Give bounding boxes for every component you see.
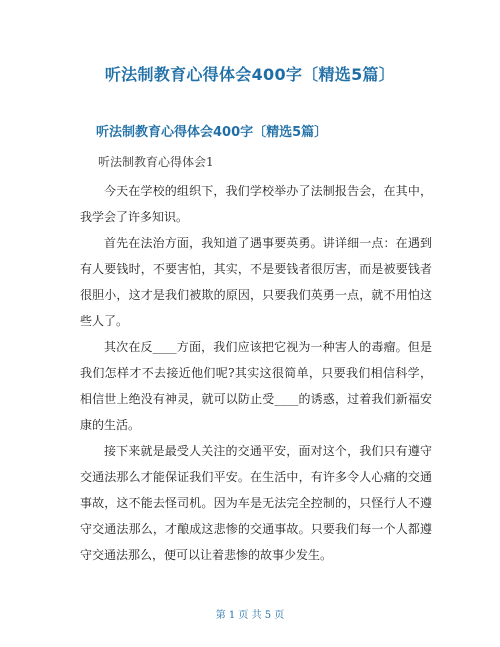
paragraph: 接下来就是最受人关注的交通平安，面对这个，我们只有遵守交通法那么才能保证我们平安。在生活中，有许多令人心痛的交通事故，这不能去怪司机。因为车是无法完全控制的，只怪行人不遵守交通法那么，才酿成这悲惨的交通事故。只要我们每一个人都遵守交通法那么，便可以让着悲惨的故事少发生。 — [80, 444, 432, 562]
paragraph: 首先在法治方面，我知道了遇事要英勇。讲详细一点：在遇到有人要钱时，不要害怕，其实，不是要钱者很厉害，而是被要钱者很胆小，这才是我们被欺的原因，只要我们英勇一点，就不用怕这些人了。 — [80, 236, 432, 328]
document-title: 听法制教育心得体会400字〔精选5篇〕 — [104, 65, 396, 84]
article-heading: 听法制教育心得体会1 — [98, 155, 214, 169]
section-title: 听法制教育心得体会400字〔精选5篇〕 — [96, 125, 328, 140]
article-body — [80, 178, 432, 568]
paragraph: 今天在学校的组织下，我们学校举办了法制报告会，在其中，我学会了许多知识。 — [80, 184, 432, 224]
paragraph: 其次在反____方面，我们应该把它视为一种害人的毒瘤。但是我们怎样才不去接近他们呢?其实这很简单，只要我们相信科学，相信世上绝没有神灵，就可以防止受____的诱惑，过着我们新福安康的生活。 — [80, 340, 432, 432]
page-footer: 第 1 页 共 5 页 — [215, 610, 285, 621]
